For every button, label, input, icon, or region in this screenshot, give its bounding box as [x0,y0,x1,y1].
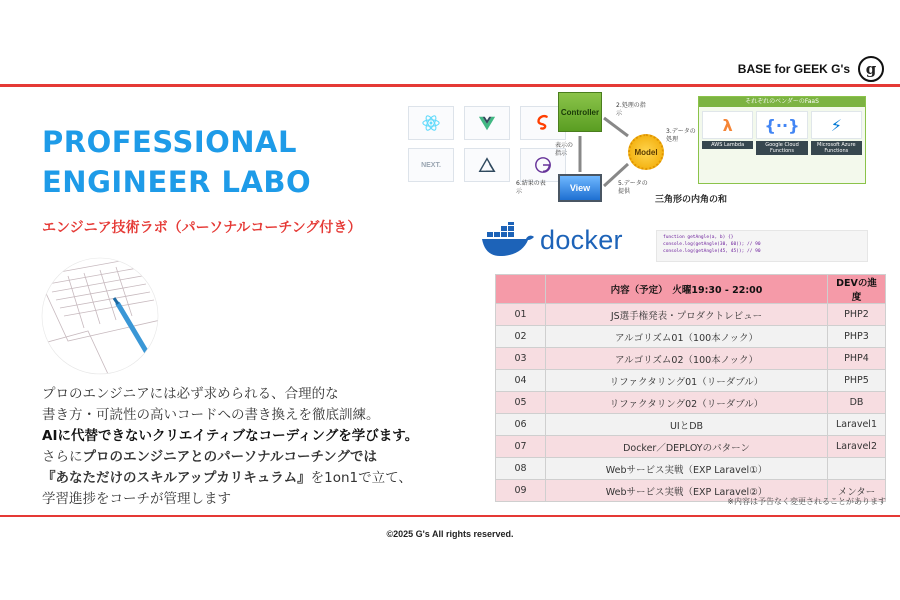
mvc-step-4: 表示の指示 [555,142,574,157]
row-content: アルゴリズム02（100本ノック） [546,348,828,370]
model-label: Model [634,147,658,157]
faas-column [811,111,862,155]
row-number: 04 [496,370,546,392]
description-emphasis: 『あなただけのスキルアップカリキュラム』 [42,470,311,486]
mvc-step-2: 2.処理の指示 [616,102,646,117]
row-dev: PHP5 [828,370,886,392]
docker-logo [480,222,623,258]
page-subtitle: エンジニア技術ラボ（パーソナルコーチング付き） [42,220,362,236]
mvc-step-5: 5.データの提供 [618,180,648,195]
page-title [42,122,311,202]
schedule-note: ※内容は予告なく変更されることがあります [727,497,886,506]
description-line: 書き方・可読性の高いコードへの書き換えを徹底訓練。 [42,407,380,423]
row-dev: PHP2 [828,304,886,326]
faas-header: それぞれのベンダーのFaaS [699,97,865,107]
description-line: プロのエンジニアには必ず求められる、合理的な [42,386,339,402]
description-line: さらにプロのエンジニアとのパーソナルコーチングでは [42,449,378,465]
row-number: 08 [496,458,546,480]
mvc-step-3: 3.データの処理 [666,128,696,143]
gs-logo-icon: g [858,56,884,82]
row-number: 05 [496,392,546,414]
next-tile [408,148,454,182]
azure-functions-icon: ⚡ [811,111,862,139]
copyright: ©2025 G's All rights reserved. [386,529,514,539]
lambda-icon: λ [702,111,753,139]
nuxt-icon [478,156,496,174]
header-dev-progress: DEVの進度 [828,275,886,304]
react-icon [422,114,440,132]
nuxt-tile [464,148,510,182]
row-dev: DB [828,392,886,414]
header-number [496,275,546,304]
table-row [496,370,886,392]
title-line-1: PROFESSIONAL [42,125,297,159]
description-line: 学習進捗をコーチが管理します [42,491,231,507]
row-content: Docker／DEPLOYのパターン [546,436,828,458]
row-dev: Laravel2 [828,436,886,458]
row-number: 07 [496,436,546,458]
title-line-2: ENGINEER LABO [42,165,312,199]
row-content: Webサービス実戦（EXP Laravel②） [546,480,828,502]
row-dev: PHP4 [828,348,886,370]
laptop-sketch-illustration [28,256,188,376]
table-row [496,392,886,414]
docker-whale-icon [480,222,536,258]
row-number: 01 [496,304,546,326]
table-row [496,458,886,480]
row-dev: PHP3 [828,326,886,348]
vue-tile [464,106,510,140]
faas-name: Microsoft Azure Functions [811,141,862,155]
table-row [496,304,886,326]
faas-name: Google Cloud Functions [756,141,807,155]
row-number: 06 [496,414,546,436]
triangle-exercise-title: 三角形の内角の和 [655,195,728,205]
mvc-step-6: 6.結果の表示 [516,180,546,195]
faas-name: AWS Lambda [702,141,753,149]
view-label: View [569,183,591,193]
tech-collage [400,88,900,268]
row-content: リファクタリング01（リーダブル） [546,370,828,392]
triangle-code-sample [656,230,868,262]
code-line: console.log(getAngle(30, 60)); // 90 [663,242,761,247]
description-emphasis: プロのエンジニアとのパーソナルコーチングでは [82,449,378,465]
row-content: JS選手権発表・プロダクトレビュー [546,304,828,326]
bottom-divider [0,515,900,517]
code-line: console.log(getAngle(45, 45)); // 90 [663,249,761,254]
table-row [496,414,886,436]
react-tile [408,106,454,140]
row-number: 02 [496,326,546,348]
table-header-row [496,275,886,304]
row-dev: Laravel1 [828,414,886,436]
table-row [496,326,886,348]
description-line-emphasis: AIに代替できないクリエイティブなコーディングを学びます。 [42,428,419,444]
brand-name: BASE for GEEK G's [737,62,850,76]
table-row [496,436,886,458]
curriculum-schedule-table [495,274,886,502]
row-number: 09 [496,480,546,502]
row-dev [828,458,886,480]
controller-label: Controller [560,107,600,117]
next-icon: NEXT. [421,161,441,169]
table-row [496,348,886,370]
cloud-functions-icon: {··} [756,111,807,139]
docker-wordmark: docker [540,224,623,255]
row-content: リファクタリング02（リーダブル） [546,392,828,414]
framework-tiles [408,106,566,182]
description [42,384,472,510]
row-dev: メンター [828,480,886,502]
code-line: function getAngle(a, b) {} [663,235,734,240]
row-content: UIとDB [546,414,828,436]
top-divider [0,84,900,87]
faas-column [756,111,807,155]
faas-column [702,111,753,155]
brand [738,56,884,82]
row-content: アルゴリズム01（100本ノック） [546,326,828,348]
row-number: 03 [496,348,546,370]
description-line: 『あなただけのスキルアップカリキュラム』を1on1で立て、 [42,470,412,486]
row-content: Webサービス実戦（EXP Laravel①） [546,458,828,480]
faas-comparison-card [698,96,866,184]
header-content: 内容（予定） 火曜19:30 - 22:00 [546,275,828,304]
vue-icon [478,114,496,132]
